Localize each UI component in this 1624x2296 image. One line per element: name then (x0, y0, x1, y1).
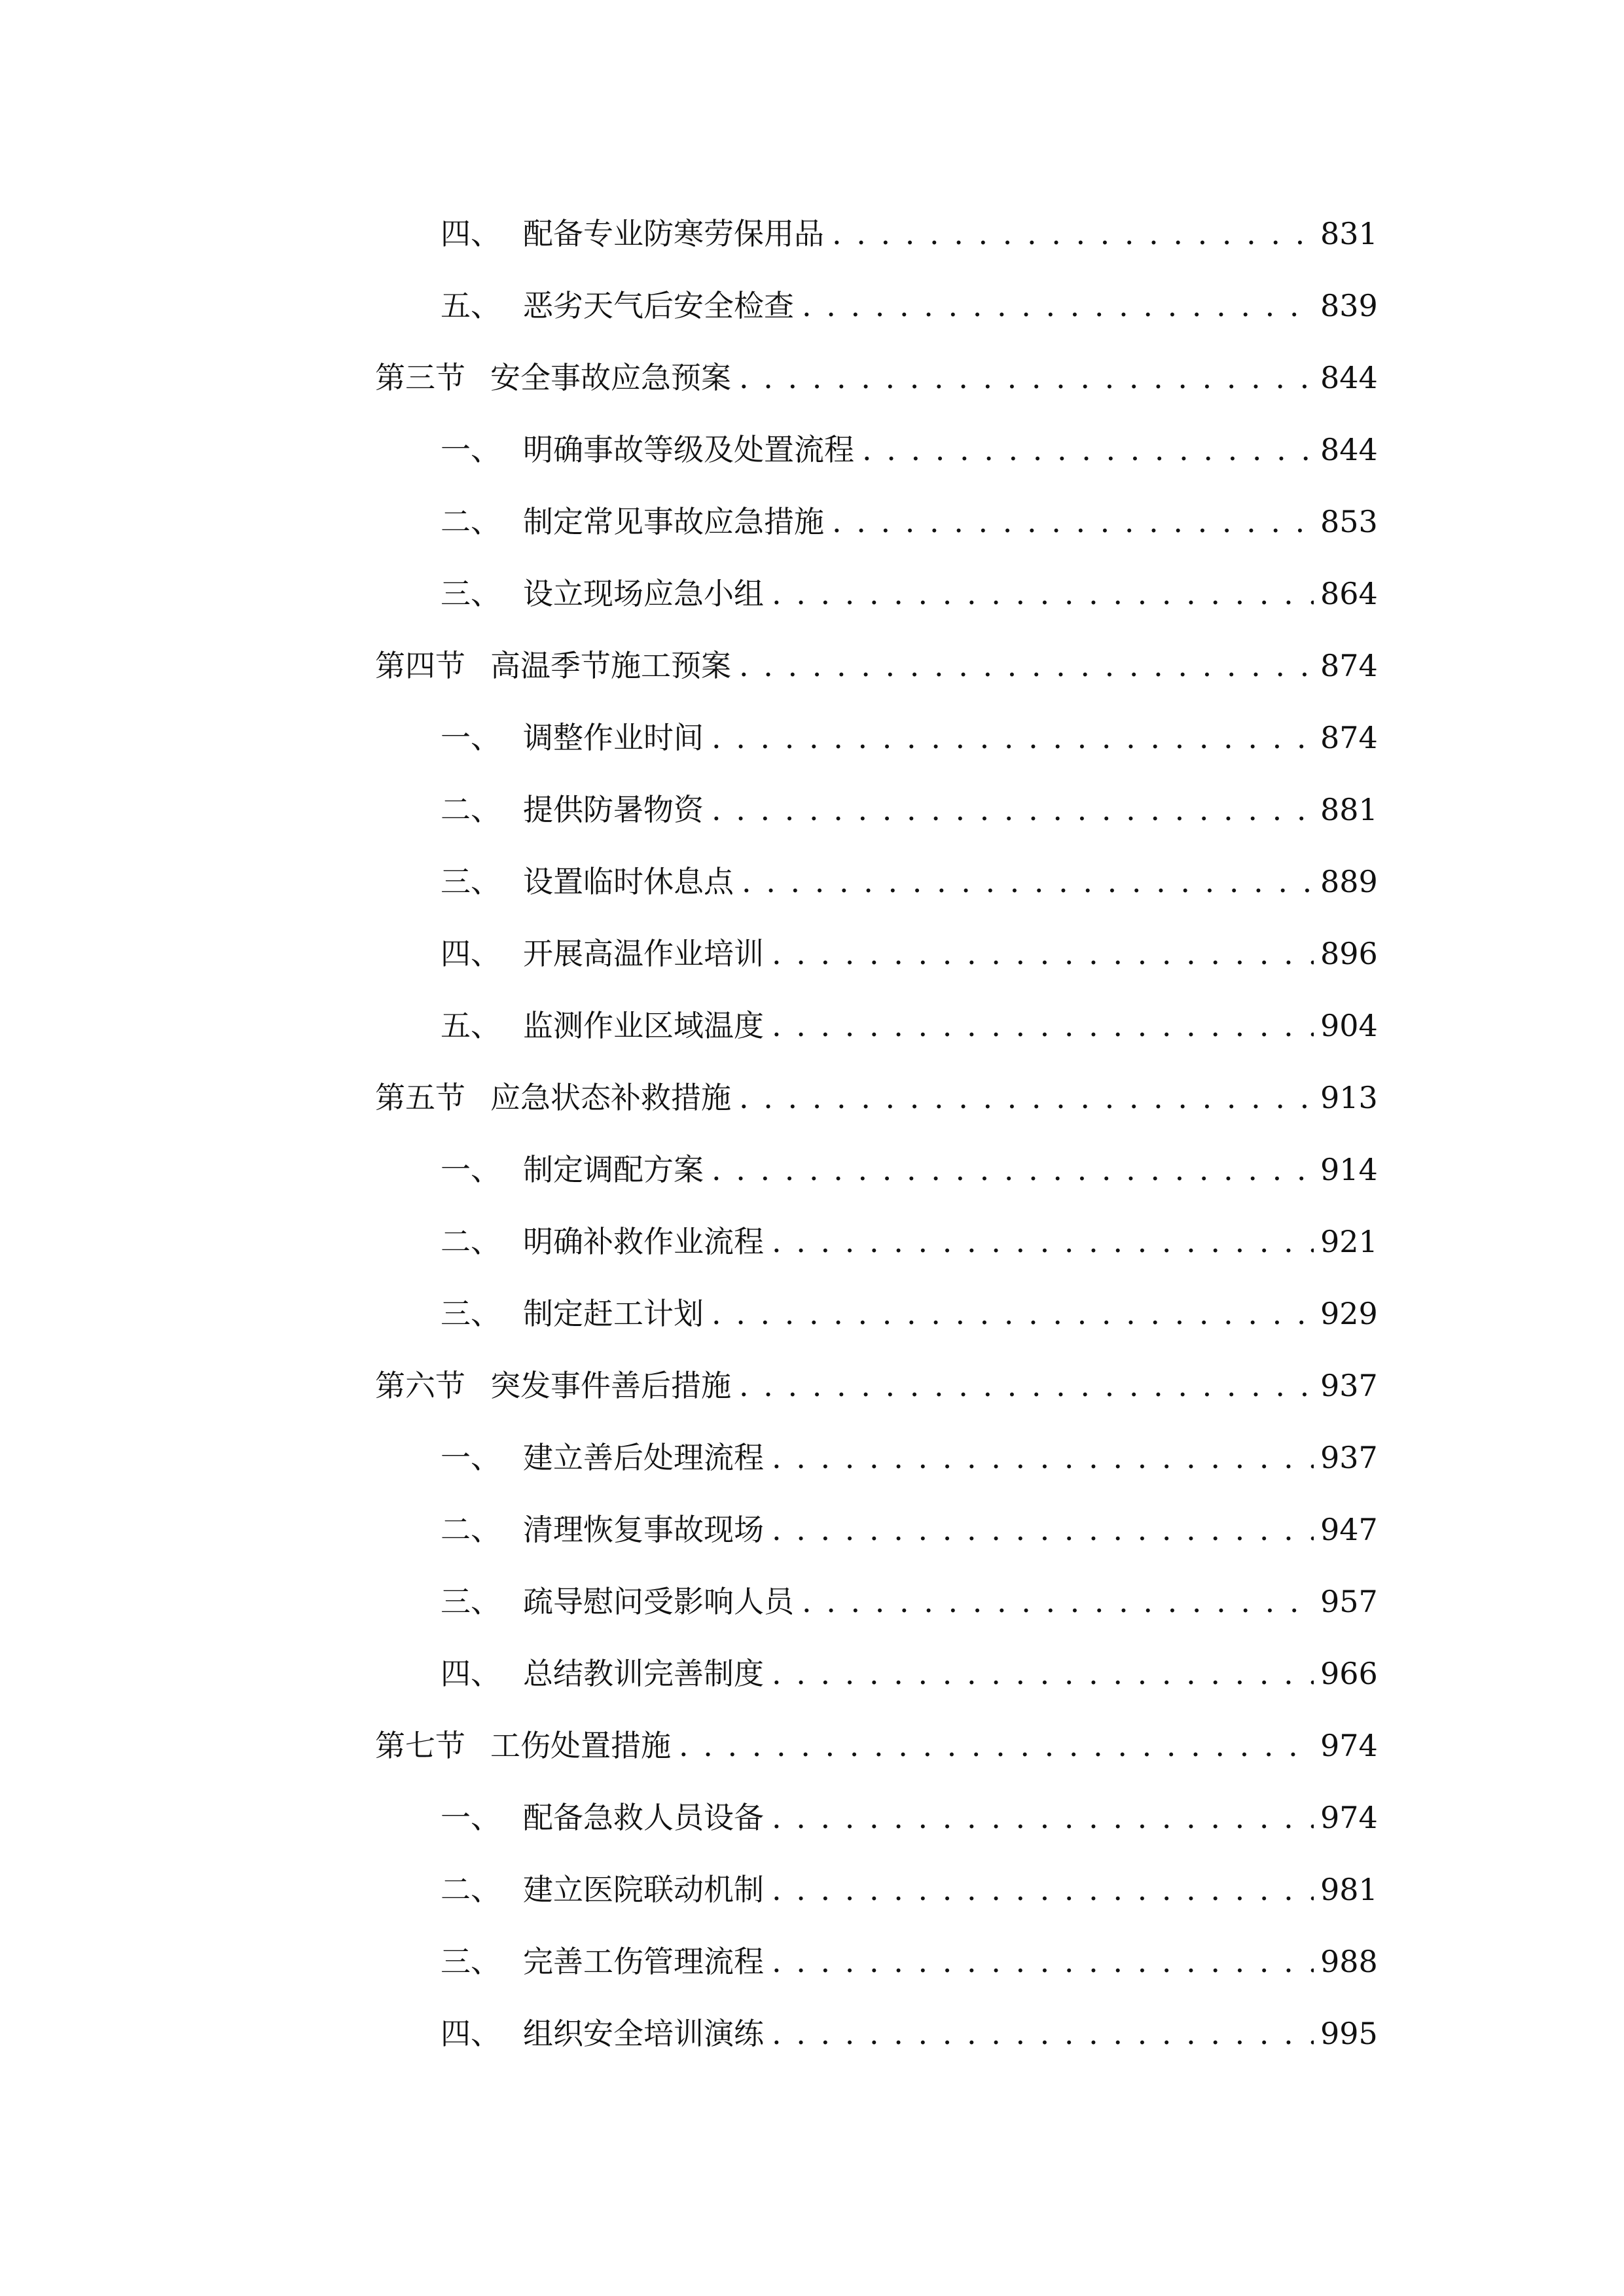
toc-section-title: 突发事件善后措施 (490, 1368, 731, 1403)
toc-leader-dots (772, 1443, 1314, 1473)
toc-entry[interactable] (375, 1782, 1377, 1854)
toc-entry-number: 四、 (441, 1656, 501, 1691)
toc-entry[interactable] (375, 846, 1377, 918)
toc-entry-number: 一、 (441, 1440, 501, 1475)
toc-section-title: 高温季节施工预案 (490, 648, 731, 683)
toc-entry[interactable] (375, 1998, 1377, 2070)
toc-entry-title: 总结教训完善制度 (523, 1656, 764, 1691)
toc-entry[interactable] (375, 1854, 1377, 1926)
toc-section-title: 安全事故应急预案 (490, 360, 731, 395)
toc-section-number: 第六节 (375, 1368, 465, 1403)
toc-entry-title: 建立善后处理流程 (523, 1440, 764, 1475)
toc-entry-title: 提供防暑物资 (523, 792, 704, 827)
toc-leader-dots (832, 219, 1314, 249)
toc-entry-number: 四、 (441, 936, 501, 971)
toc-entry[interactable] (375, 1638, 1377, 1710)
toc-entry-number: 三、 (441, 1944, 501, 1979)
toc-entry-page: 844 (1320, 432, 1378, 467)
toc-entry[interactable] (375, 558, 1377, 630)
toc-leader-dots (712, 723, 1314, 753)
toc-leader-dots (862, 435, 1314, 465)
toc-entry-number: 一、 (441, 432, 501, 467)
toc-entry-title: 疏导慰问受影响人员 (523, 1584, 794, 1619)
toc-section-title: 应急状态补救措施 (490, 1080, 731, 1115)
toc-entry[interactable] (375, 1926, 1377, 1998)
toc-entry-number: 一、 (441, 720, 501, 755)
toc-entry-page: 981 (1320, 1872, 1378, 1907)
toc-section-number: 第三节 (375, 360, 465, 395)
toc-entry[interactable] (375, 1206, 1377, 1278)
toc-entry-title: 明确事故等级及处置流程 (523, 432, 854, 467)
toc-entry-number: 三、 (441, 1584, 501, 1619)
toc-leader-dots (742, 867, 1314, 897)
toc-section-entry[interactable] (375, 1062, 1377, 1134)
toc-entry-page: 896 (1320, 936, 1378, 971)
toc-entry[interactable] (375, 486, 1377, 558)
toc-entry[interactable] (375, 990, 1377, 1062)
toc-entry-title: 开展高温作业培训 (523, 936, 764, 971)
toc-entry-number: 三、 (441, 864, 501, 899)
toc-leader-dots (772, 1515, 1314, 1545)
toc-section-title: 工伤处置措施 (490, 1728, 671, 1763)
toc-leader-dots (739, 1083, 1314, 1113)
toc-leader-dots (739, 651, 1314, 681)
toc-leader-dots (772, 939, 1314, 969)
toc-section-entry[interactable] (375, 342, 1377, 414)
toc-entry[interactable] (375, 414, 1377, 486)
table-of-contents (375, 198, 1377, 2070)
toc-entry-number: 二、 (441, 1872, 501, 1907)
toc-entry-page: 995 (1320, 2016, 1378, 2051)
toc-entry[interactable] (375, 1566, 1377, 1638)
toc-entry-page: 831 (1320, 216, 1378, 251)
toc-entry-number: 二、 (441, 504, 501, 539)
toc-leader-dots (712, 795, 1314, 825)
toc-leader-dots (772, 1011, 1314, 1041)
toc-entry-page: 966 (1320, 1656, 1378, 1691)
toc-entry-title: 制定赶工计划 (523, 1296, 704, 1331)
toc-section-number: 第四节 (375, 648, 465, 683)
toc-entry-page: 881 (1320, 792, 1378, 827)
toc-entry-page: 864 (1320, 576, 1378, 611)
toc-entry-page: 957 (1320, 1584, 1378, 1619)
toc-leader-dots (739, 1371, 1314, 1401)
toc-entry-title: 设立现场应急小组 (523, 576, 764, 611)
toc-entry-title: 配备专业防寒劳保用品 (523, 216, 824, 251)
toc-leader-dots (802, 1587, 1314, 1617)
toc-entry-number: 四、 (441, 216, 501, 251)
toc-entry-page: 921 (1320, 1224, 1378, 1259)
toc-leader-dots (772, 2018, 1314, 2049)
toc-entry[interactable] (375, 1422, 1377, 1494)
toc-entry[interactable] (375, 918, 1377, 990)
toc-leader-dots (739, 363, 1314, 393)
toc-entry[interactable] (375, 774, 1377, 846)
toc-entry-page: 937 (1320, 1440, 1378, 1475)
toc-leader-dots (772, 1874, 1314, 1905)
toc-entry-title: 制定常见事故应急措施 (523, 504, 824, 539)
toc-leader-dots (679, 1731, 1314, 1761)
toc-entry-number: 二、 (441, 1512, 501, 1547)
toc-entry-number: 二、 (441, 792, 501, 827)
toc-entry[interactable] (375, 270, 1377, 342)
toc-entry-title: 恶劣天气后安全检查 (523, 288, 794, 323)
toc-section-page: 974 (1320, 1728, 1378, 1763)
toc-leader-dots (712, 1299, 1314, 1329)
toc-entry-title: 建立医院联动机制 (523, 1872, 764, 1907)
toc-entry-number: 二、 (441, 1224, 501, 1259)
toc-entry-title: 设置临时休息点 (523, 864, 734, 899)
toc-entry-page: 853 (1320, 504, 1378, 539)
toc-entry-title: 清理恢复事故现场 (523, 1512, 764, 1547)
toc-leader-dots (712, 1155, 1314, 1185)
toc-entry-title: 明确补救作业流程 (523, 1224, 764, 1259)
toc-entry-page: 874 (1320, 720, 1378, 755)
toc-entry-title: 制定调配方案 (523, 1152, 704, 1187)
toc-entry-number: 一、 (441, 1152, 501, 1187)
toc-section-page: 874 (1320, 648, 1378, 683)
toc-section-page: 937 (1320, 1368, 1378, 1403)
toc-entry-page: 839 (1320, 288, 1378, 323)
toc-entry-page: 889 (1320, 864, 1378, 899)
toc-entry-number: 五、 (441, 1008, 501, 1043)
toc-entry-title: 组织安全培训演练 (523, 2016, 764, 2051)
toc-leader-dots (802, 291, 1314, 321)
toc-section-entry[interactable] (375, 1350, 1377, 1422)
toc-leader-dots (772, 1659, 1314, 1689)
toc-entry-number: 四、 (441, 2016, 501, 2051)
toc-entry-page: 914 (1320, 1152, 1378, 1187)
toc-leader-dots (772, 1946, 1314, 1977)
toc-entry[interactable] (375, 1494, 1377, 1566)
toc-entry-title: 监测作业区域温度 (523, 1008, 764, 1043)
toc-section-entry[interactable] (375, 1710, 1377, 1782)
toc-entry[interactable] (375, 1278, 1377, 1350)
toc-entry[interactable] (375, 1134, 1377, 1206)
toc-section-page: 913 (1320, 1080, 1378, 1115)
toc-section-number: 第七节 (375, 1728, 465, 1763)
toc-entry-title: 调整作业时间 (523, 720, 704, 755)
toc-section-entry[interactable] (375, 630, 1377, 702)
toc-entry-page: 988 (1320, 1944, 1378, 1979)
toc-leader-dots (772, 579, 1314, 609)
toc-entry-page: 929 (1320, 1296, 1378, 1331)
toc-entry[interactable] (375, 702, 1377, 774)
toc-entry-number: 五、 (441, 288, 501, 323)
toc-entry-page: 947 (1320, 1512, 1378, 1547)
toc-leader-dots (832, 507, 1314, 537)
toc-entry[interactable] (375, 198, 1377, 270)
toc-section-page: 844 (1320, 360, 1378, 395)
toc-entry-page: 904 (1320, 1008, 1378, 1043)
toc-entry-number: 三、 (441, 576, 501, 611)
toc-entry-page: 974 (1320, 1800, 1378, 1835)
toc-section-number: 第五节 (375, 1080, 465, 1115)
toc-entry-number: 三、 (441, 1296, 501, 1331)
toc-entry-number: 一、 (441, 1800, 501, 1835)
toc-leader-dots (772, 1803, 1314, 1833)
toc-leader-dots (772, 1227, 1314, 1257)
toc-entry-title: 完善工伤管理流程 (523, 1944, 764, 1979)
toc-entry-title: 配备急救人员设备 (523, 1800, 764, 1835)
